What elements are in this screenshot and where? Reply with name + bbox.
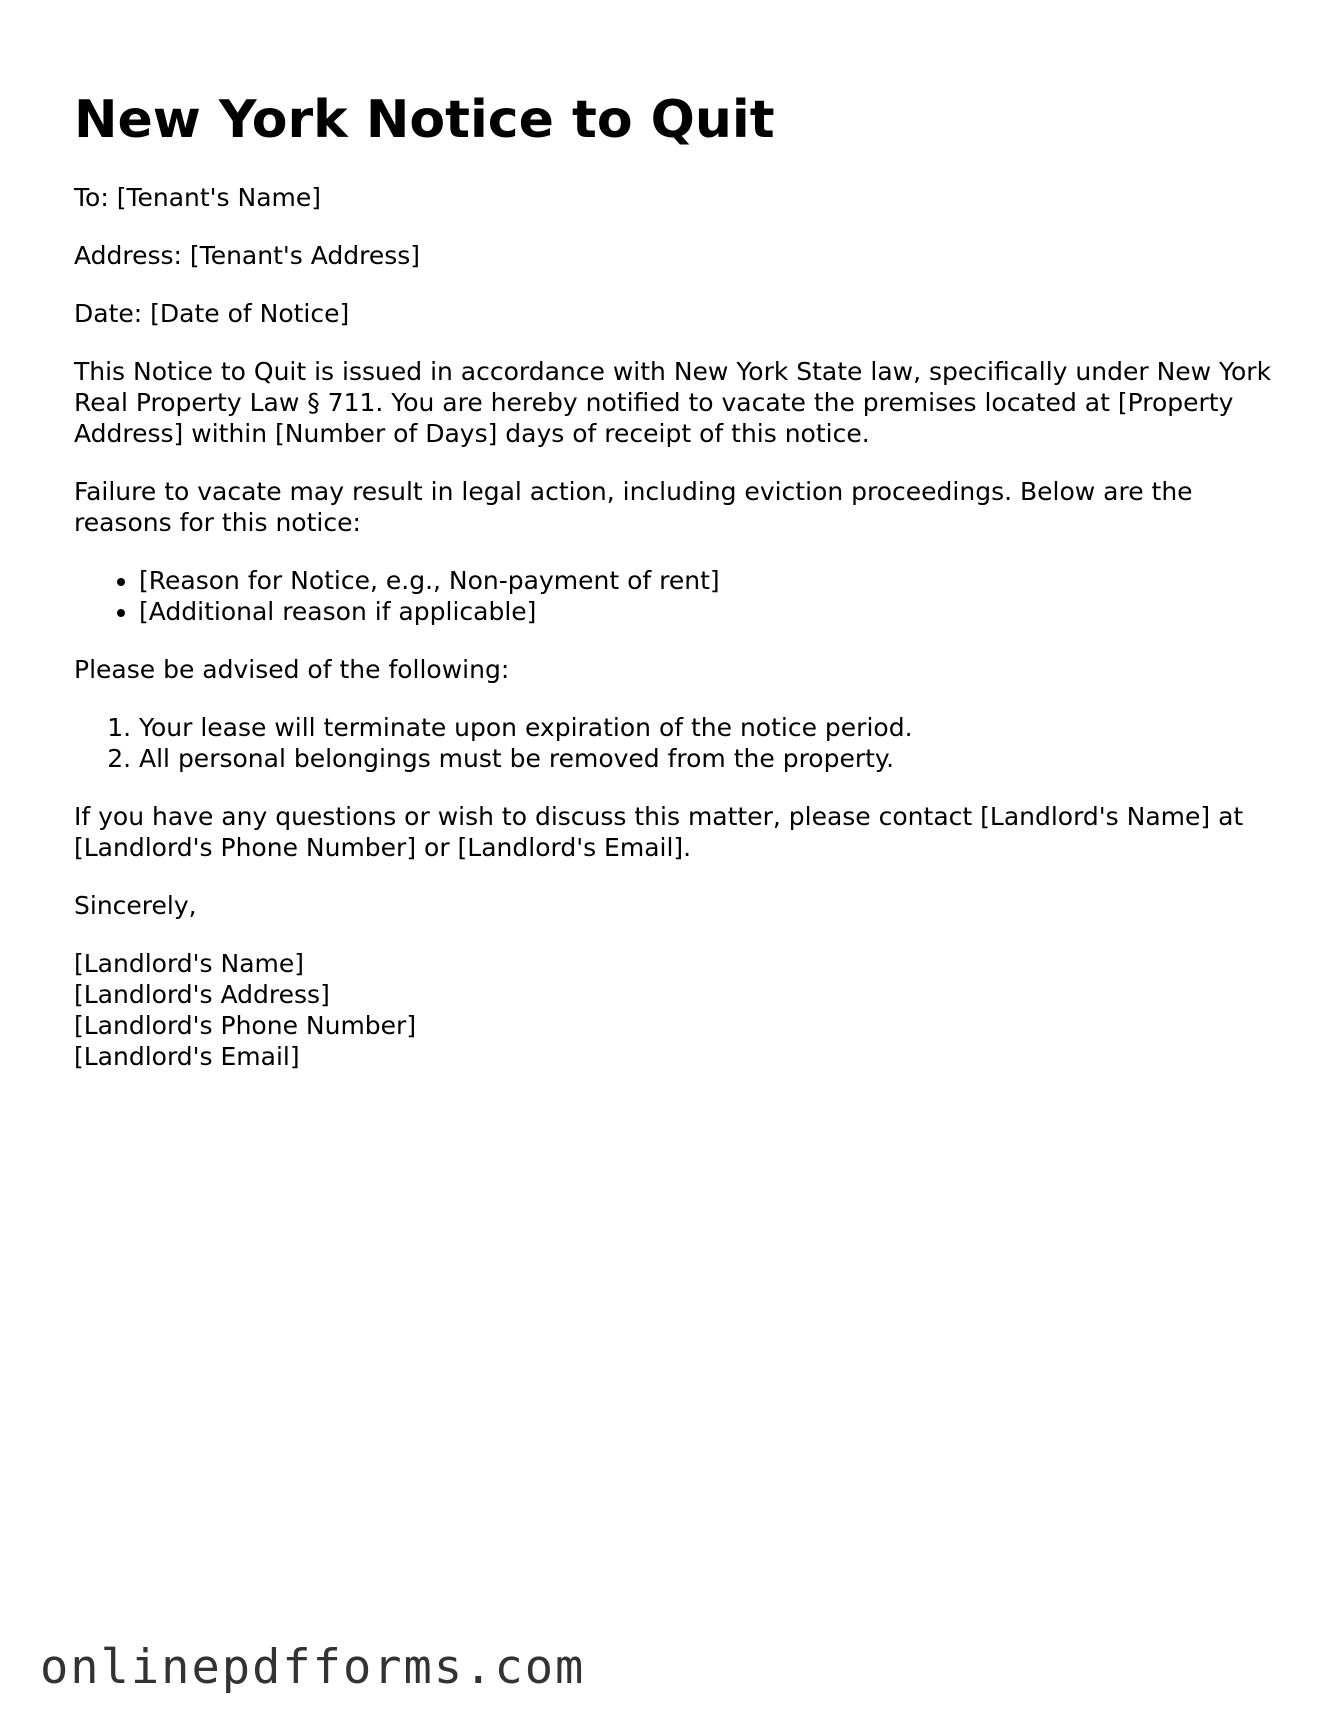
watermark: onlinepdfforms.com (40, 1640, 586, 1695)
address-line: Address: [Tenant's Address] (74, 241, 421, 270)
reason-item: • [Reason for Notice, e.g., Non-payment of rent] (139, 565, 1274, 596)
signature-block (74, 948, 1274, 1072)
failure-paragraph: Failure to vacate may result in legal action, including eviction proceedings. Below are the reasons for this notice: (74, 477, 1193, 537)
landlord-phone: [Landlord's Phone Number] (74, 1011, 417, 1040)
date-line: Date: [Date of Notice] (74, 299, 350, 328)
intro-paragraph: This Notice to Quit is issued in accordance with New York State law, specifically under New York Real Property Law § 711. You are hereby notified to vacate the premises located at [Property Address] within [Number of Days] days of receipt of this notice. (74, 357, 1272, 448)
advisories-list (74, 712, 1274, 774)
landlord-address: [Landlord's Address] (74, 980, 330, 1009)
document-title: New York Notice to Quit (74, 90, 775, 150)
landlord-name: [Landlord's Name] (74, 949, 305, 978)
closing-line: Sincerely, (74, 891, 197, 920)
advised-paragraph: Please be advised of the following: (74, 655, 510, 684)
reason-item: • [Additional reason if applicable] (139, 596, 1274, 627)
advisory-item: 1. Your lease will terminate upon expiration of the notice period. (139, 712, 1274, 743)
to-line: To: [Tenant's Name] (74, 183, 322, 212)
reasons-list (74, 565, 1274, 627)
notice-document (74, 90, 1274, 1072)
contact-paragraph: If you have any questions or wish to discuss this matter, please contact [Landlord's Name] at [Landlord's Phone Number] or [Landlord's Email]. (74, 802, 1244, 862)
advisory-item: 2. All personal belongings must be removed from the property. (139, 743, 1274, 774)
landlord-email: [Landlord's Email] (74, 1042, 300, 1071)
